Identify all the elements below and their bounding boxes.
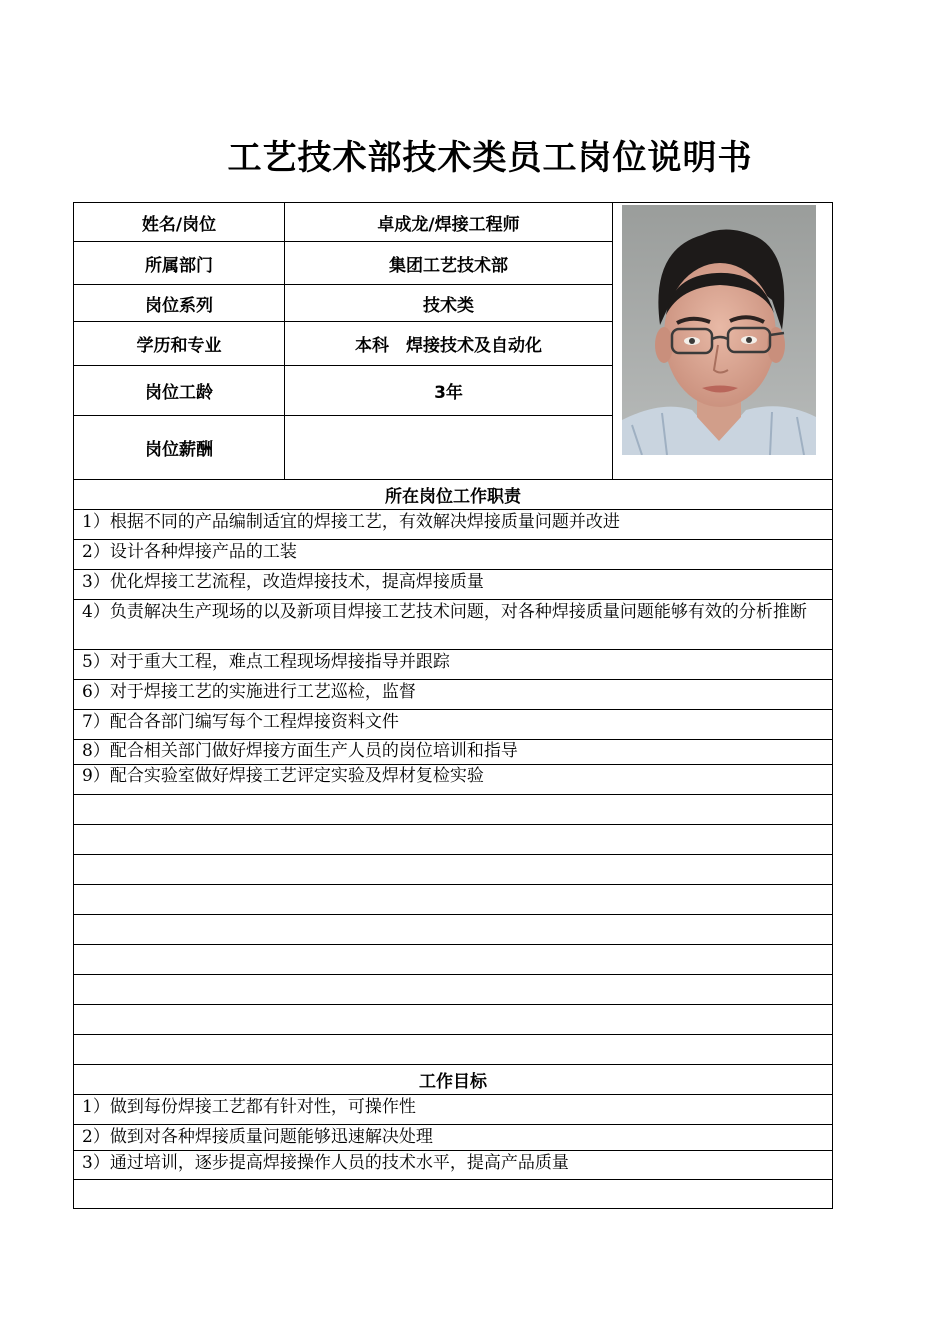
goal-item: 3）通过培训，逐步提高焊接操作人员的技术水平，提高产品质量: [82, 1153, 569, 1173]
department-label: 所属部门: [145, 255, 213, 276]
duty-item: 6）对于焊接工艺的实施进行工艺巡检，监督: [82, 682, 416, 702]
goals-heading: 工作目标: [419, 1072, 487, 1092]
duty-item: 1）根据不同的产品编制适宜的焊接工艺，有效解决焊接质量问题并改进: [82, 512, 620, 532]
duty-item: 7）配合各部门编写每个工程焊接资料文件: [82, 712, 399, 732]
job-series-label: 岗位系列: [145, 295, 213, 316]
seniority-value: 3年: [434, 383, 463, 403]
name-position-label: 姓名/岗位: [141, 214, 217, 235]
goal-item: 1）做到每份焊接工艺都有针对性，可操作性: [82, 1097, 416, 1117]
duty-item: 9）配合实验室做好焊接工艺评定实验及焊材复检实验: [82, 766, 484, 786]
goal-item: 2）做到对各种焊接质量问题能够迅速解决处理: [82, 1127, 433, 1147]
duties-heading: 所在岗位工作职责: [385, 487, 521, 507]
name-position-value: 卓成龙/焊接工程师: [377, 214, 520, 235]
duty-item: 8）配合相关部门做好焊接方面生产人员的岗位培训和指导: [82, 741, 518, 761]
duty-item: 4）负责解决生产现场的以及新项目焊接工艺技术问题，对各种焊接质量问题能够有效的分析推断: [82, 602, 807, 622]
duty-item: 5）对于重大工程，难点工程现场焊接指导并跟踪: [82, 652, 450, 672]
job-description-table: [73, 202, 833, 1209]
seniority-label: 岗位工龄: [145, 383, 213, 403]
job-series-value: 技术类: [423, 295, 474, 316]
duty-item: 3）优化焊接工艺流程，改造焊接技术，提高焊接质量: [82, 572, 484, 592]
education-value: 本科 焊接技术及自动化: [355, 336, 542, 356]
education-label: 学历和专业: [136, 336, 222, 356]
department-value: 集团工艺技术部: [389, 255, 508, 276]
duty-item: 2）设计各种焊接产品的工装: [82, 542, 297, 562]
salary-value: [285, 416, 612, 479]
document-title: 工艺技术部技术类员工岗位说明书: [227, 138, 753, 178]
salary-label: 岗位薪酬: [145, 440, 213, 460]
employee-photo: [622, 205, 816, 455]
